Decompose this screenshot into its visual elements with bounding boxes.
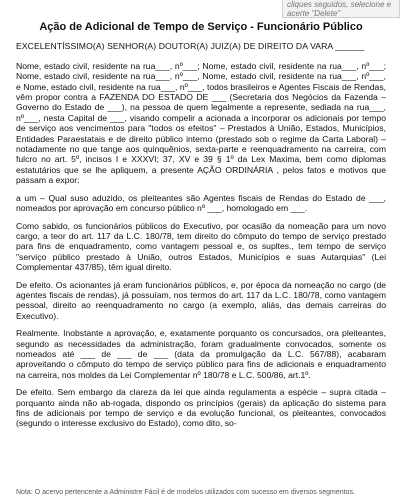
paragraph-de-efeito-2: De efeito. Sem embargo da clareza da lei que ainda regulamenta a espécie – supra citada – porquanto ainda não ab-rogada, dispondo os princípios (gerais) da aplicação do sistema para fins de adicionais por tempo de serviço e da evolução funcional, os pleiteantes, convocados (segundo o interesse exclusivo do Estado), como dito, so- [16, 387, 386, 429]
footer-text: O acervo pertencente a Administre Fácil é de modelos utilizados com sucesso em diversos segmentos. [34, 489, 355, 496]
document-title: Ação de Adicional de Tempo de Serviço - Funcionário Público [39, 21, 363, 33]
paragraph-de-efeito-1: De efeito. Os acionantes já eram funcionários públicos, e, por época da nomeação no cargo (de agentes fiscais de rendas), já possuíam, nos termos do art. 117 da L.C. 180/78, como vantagem pessoal, direito ao reenquadramento no cargo (a exemplo, aliás, das demais carreiras do Executivo). [16, 279, 386, 321]
paragraph-parties: Nome, estado civil, residente na rua___, nº___; Nome, estado civil, residente na rua___, nº___; Nome, estado civil, residente na rua___, nº___, Nome, estado civil, residente na rua___, nº___, e Nome, estado civil, residente na rua___, nº___, todos brasileiros e Agentes Fiscais de Rendas, vêm propor contra a FAZENDA DO ESTADO DE ___ (Secretaria dos Negócios da Fazenda – Governo do Estado de ___), na pessoa de quem legalmente a represente, sediada na rua___, nº___, nesta Capital de ___, visando compelir a acionada a incorporar os adicionais por tempo de serviço aos vencimentos para "todos os efeitos" – Prestados à União, Estados, Municípios, Entidades Paraestatais e de direito público interno (prestado sob o regime da Carta Laboral) – notadamente no que tange aos quinquênios, sexta-parte e reenquadramento na carreira, com fulcro no art. 5º, incisos I e XXXVI; 37, XV e 39 § 1º da Lex Maxima, bem como diplomas estatutários que se lhe apliquem, a presente AÇÃO ORDINÁRIA , pelos fatos e motivos que passam a expor: [16, 60, 386, 186]
footer-note [16, 488, 386, 497]
paragraph-realmente: Realmente. Inobstante a aprovação, e, exatamente porquanto os concursados, ora pleiteantes, segundo as necessidades da administração, foram gradualmente convocados, somente os nomeados até ___ de ___ de ___ (data da promulgação da L.C. 567/88), acabaram aproveitando o cômputo do tempo de serviço público para fins de adicionais e enquadramento na carreira, nos moldes da Lei Complementar nº 180/78 e L.C. 500/86, art.1º. [16, 328, 386, 380]
paragraph-como-sabido: Como sabido, os funcionários públicos do Executivo, por ocasião da nomeação para um novo cargo, a teor do art. 117 da L.C. 180/78, tem direito do cômputo do tempo de serviço prestado para fins de enquadramento, como vantagem pessoal e, os supltes., tem tempo de serviço "serviço público prestado à União, outros Estados, Municípios e suas Autarquias" (Lei Complementar 437/85), têm igual direito. [16, 220, 386, 273]
addressee-line: EXCELENTÍSSIMO(A) SENHOR(A) DOUTOR(A) JUIZ(A) DE DIREITO DA VARA ______ [16, 41, 365, 52]
footer-label: Nota: [16, 489, 33, 496]
tooltip-hint: cliques seguidos, selecione e acerte "Delete" [282, 0, 400, 18]
paragraph-a-um: a um – Qual suso aduzido, os pleiteantes são Agentes fiscais de Rendas do Estado de ___, nomeados por aprovação em concurso público nº ___, homologado em ___. [16, 192, 386, 214]
document-page [16, 22, 386, 436]
